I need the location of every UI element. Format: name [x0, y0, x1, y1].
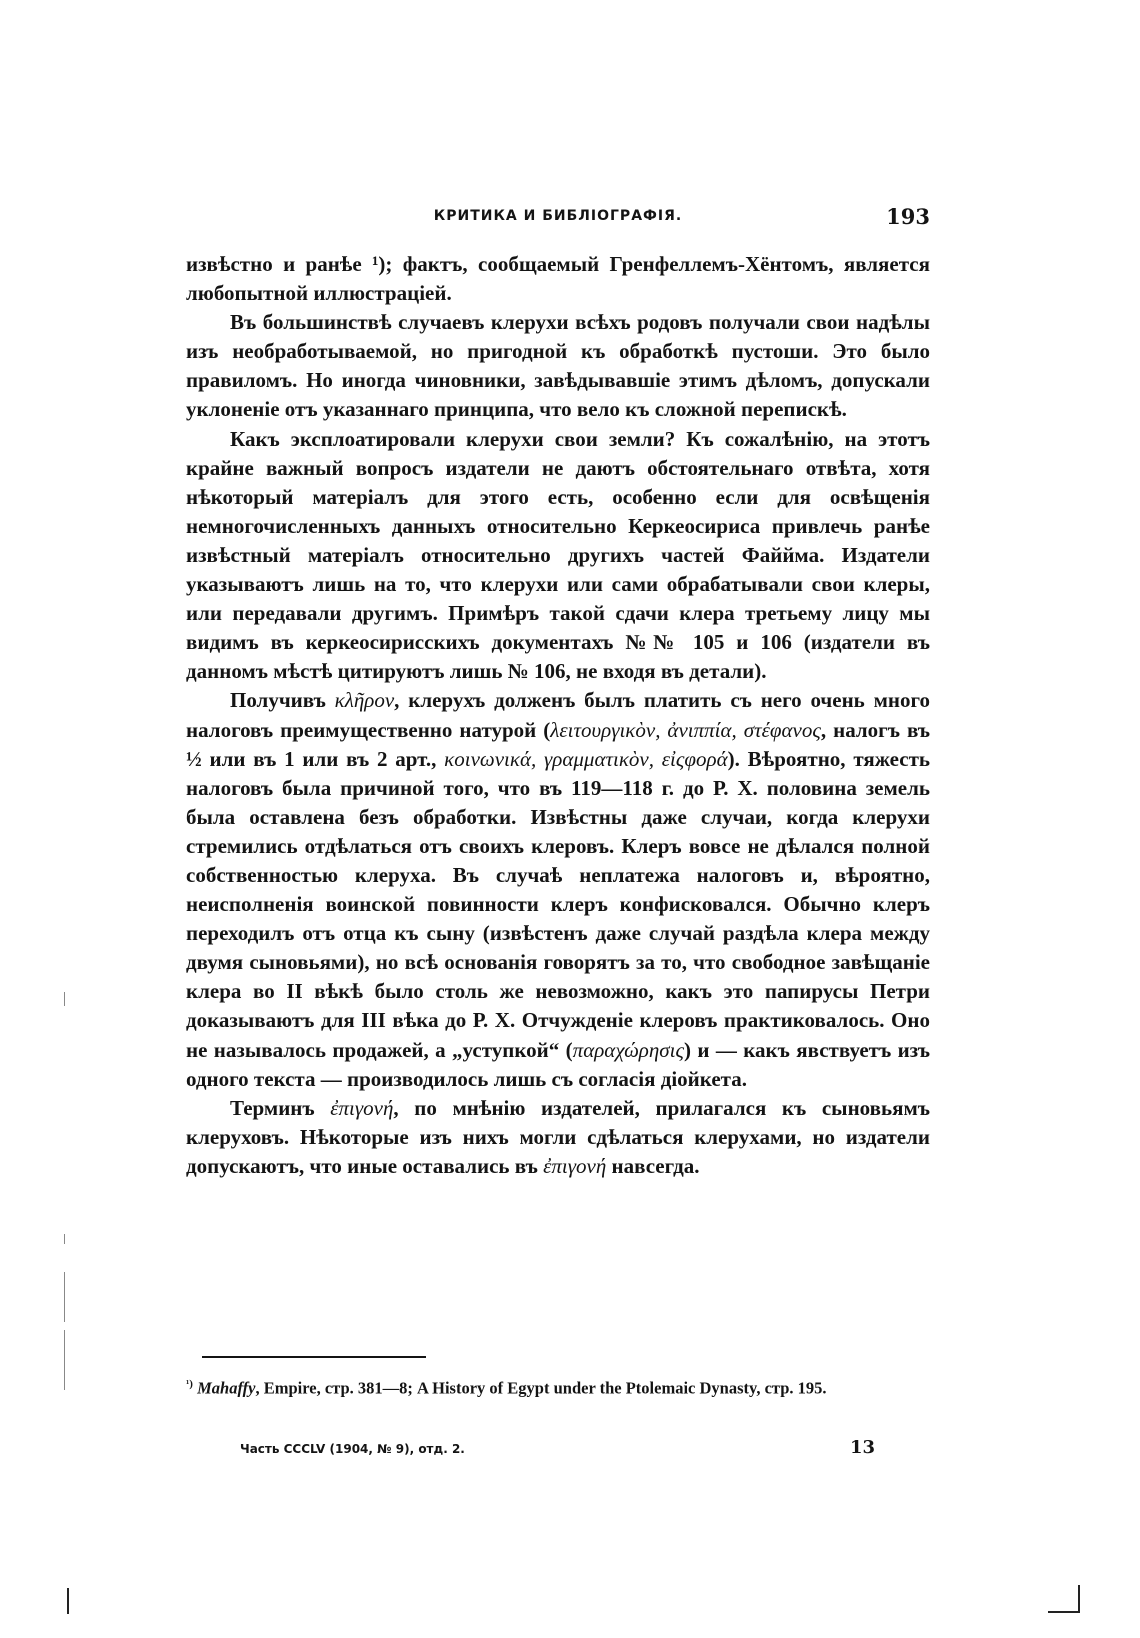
- paragraph-5-text: Терминъ: [230, 1095, 331, 1120]
- paragraph-4-text: , налогъ въ ½ или въ 1 или въ 2 арт.,: [186, 717, 930, 771]
- greek-term: παραχώρησις: [572, 1037, 684, 1062]
- signature-number: 13: [850, 1437, 876, 1458]
- footnote: [186, 1372, 930, 1401]
- paragraph-1: извѣстно и ранѣе ¹); фактъ, сообщаемый Гренфеллемъ-Хёнтомъ, является любопытной иллюстраціей.: [186, 252, 930, 306]
- greek-term: κλῆρον: [334, 688, 395, 713]
- scan-artifact: [64, 1234, 65, 1244]
- paragraph-4-text: ). Вѣроятно, тяжесть налоговъ была причиной того, что въ 119—118 г. до Р. Х. половина земель была оставлена безъ обработки. Извѣстны даже случаи, когда клерухи стремились отдѣлаться отъ своихъ клеровъ. Клеръ вовсе не дѣлался полной собственностью клеруха. Въ случаѣ неплатежа налоговъ и, вѣроятно, неисполненія воинской повинности клеръ конфисковался. Обычно клеръ переходилъ отъ отца къ сыну (извѣстенъ даже случай раздѣла клера между двумя сыновьями), но всѣ основанія говорятъ за то, что свободное завѣщаніе клера во II вѣкѣ было столь же невозможно, какъ это папирусы Петри доказываютъ для III вѣка до Р. Х. Отчужденіе клеровъ практиковалось. Оно не называлось продажей, а „уступкой“ (: [186, 746, 930, 1062]
- paragraph-5-text: , по мнѣнію издателей, прилагался къ сыновьямъ клеруховъ. Нѣкоторые изъ нихъ могли сдѣлаться клерухами, но издатели допускаютъ, что иные оставались въ: [186, 1095, 931, 1178]
- signature-line: Часть CCCLV (1904, № 9), отд. 2.: [240, 1442, 465, 1456]
- greek-term: ἐπιγονή: [330, 1095, 394, 1120]
- paragraph-4: [186, 686, 930, 1093]
- paragraph-2: Въ большинствѣ случаевъ клерухи всѣхъ родовъ получали свои надѣлы изъ необработываемой, но пригодной къ обработкѣ пустоши. Это было правиломъ. Но иногда чиновники, завѣдывавшіе этимъ дѣломъ, допускали уклоненіе отъ указаннаго принципа, что вело къ сложной перепискѣ.: [186, 310, 930, 422]
- footnote-text: , Empire, стр. 381—8; A History of Egypt under the Ptolemaic Dynasty, стр. 195.: [255, 1378, 827, 1398]
- page-number: 193: [886, 204, 930, 229]
- paragraph-5: [186, 1094, 930, 1181]
- greek-term: ἐπιγονή: [543, 1153, 607, 1178]
- greek-term: λειτουργικὸν, ἀνιππία, στέφανος: [550, 717, 821, 742]
- scan-artifact: [64, 1272, 65, 1322]
- paragraph-3: Какъ эксплоатировали клерухи свои земли? Къ сожалѣнію, на этотъ крайне важный вопросъ издатели не даютъ обстоятельнаго отвѣта, хотя нѣкоторый матеріалъ для этого есть, особенно если для освѣщенія немногочисленныхъ данныхъ относительно Керкеосириса привлечь ранѣе извѣстный матеріалъ относительно другихъ частей Файйма. Издатели указываютъ лишь на то, что клерухи или сами обрабатывали свои клеры, или передавали другимъ. Примѣръ такой сдачи клера третьему лицу мы видимъ въ керкеосирисскихъ документахъ №№ 105 и 106 (издатели въ данномъ мѣстѣ цитируютъ лишь № 106, не входя въ детали).: [186, 426, 930, 684]
- crop-mark-left: [67, 1588, 69, 1614]
- footnote-mark: ¹): [186, 1378, 193, 1390]
- crop-mark-right: [1078, 1585, 1080, 1611]
- paragraph-4-text: , клерухъ долженъ былъ платить съ него очень много налоговъ преимущественно натурой (: [186, 688, 931, 742]
- body-text: [186, 250, 930, 1181]
- greek-term: κοινωνικά, γραμματικὸν, εἰςφορά: [444, 746, 728, 771]
- scan-artifact: [64, 1330, 65, 1390]
- paragraph-4-text: Получивъ: [230, 688, 335, 713]
- paragraph-4-text: ) и — какъ явствуетъ изъ одного текста — производилось лишь съ согласія діойкета.: [186, 1037, 931, 1091]
- paragraph-5-text: навсегда.: [606, 1153, 700, 1178]
- footnote-author: Mahaffy: [197, 1378, 256, 1398]
- page-header: [186, 204, 930, 236]
- crop-mark-right-base: [1048, 1611, 1080, 1613]
- scan-artifact: [64, 992, 65, 1006]
- footnote-divider: [202, 1356, 426, 1358]
- running-title: КРИТИКА И БИБЛІОГРАФІЯ.: [433, 208, 683, 224]
